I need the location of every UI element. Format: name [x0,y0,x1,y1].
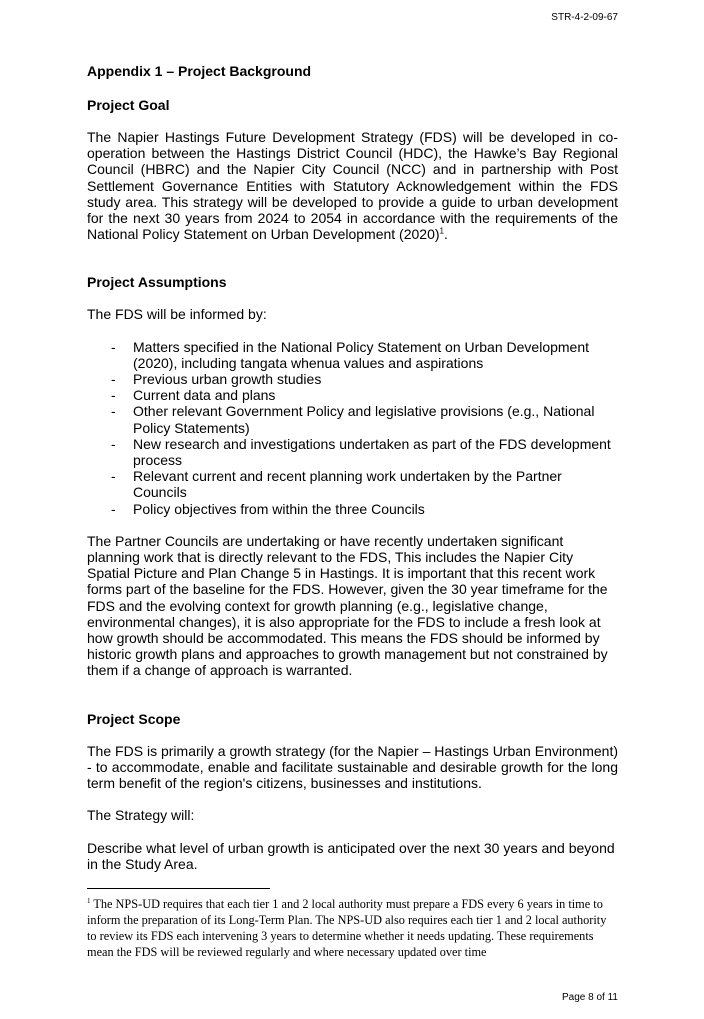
appendix-title: Appendix 1 – Project Background [87,63,312,79]
describe-growth-text: Describe what level of urban growth is anticipated over the next 30 years and beyond in the Study Area. [87,839,615,872]
list-item-text: New research and investigations undertaken as part of the FDS development process [133,435,611,469]
assumptions-list [87,339,618,517]
project-scope-heading: Project Scope [87,710,181,727]
list-item-text: Relevant current and recent planning work undertaken by the Partner Councils [133,468,562,501]
page-number: Page 8 of 11 [562,992,618,1003]
bullet-dash: - [111,403,116,420]
project-goal-text [87,129,618,242]
footnote-text: The NPS-UD requires that each tier 1 and 2 local authority must prepare a FDS every 6 years in time to inform the preparation of its Long-Term Plan. The NPS-UD also requires each tier 1 and 2 local authority to review its FDS each intervening 3 years to determine whether it needs updating. These requirements mean the FDS will be reviewed regularly and where necessary updated over time [87,897,607,959]
list-item [87,436,618,468]
list-item [87,371,618,387]
scope-paragraph: The FDS is primarily a growth strategy (for the Napier – Hastings Urban Environment) - to accommodate, enable and facilitate sustainable and desirable growth for the long term benefit of the region's citizens, businesses and institutions. [87,742,618,792]
project-assumptions-heading: Project Assumptions [87,274,227,291]
list-item [87,501,618,517]
footnote [87,896,618,960]
list-item [87,339,618,371]
footnote-reference: 1 [439,226,444,236]
footnote-divider [87,888,270,889]
project-goal-heading: Project Goal [87,97,170,113]
strategy-will-text: The Strategy will: [87,807,195,824]
project-goal-end: . [443,226,448,243]
list-item [87,468,618,500]
project-goal-body: The Napier Hastings Future Development Strategy (FDS) will be developed in co-operation between the Hastings District Council (HDC), the Hawke’s Bay Regional Council (HBRC) and the Napier City Council (NCC) and in partnership with Post Settlement Governance Entities with Statutory Acknowledgement within the FDS study area. This strategy will be developed to provide a guide to urban development for the next 30 years from 2024 to 2054 in accordance with the requirements of the National Policy Statement on Urban Development (2020) [87,129,618,243]
assumptions-paragraph: The Partner Councils are undertaking or have recently undertaken significant planning work that is directly relevant to the FDS, This includes the Napier City Spatial Picture and Plan Change 5 in Hastings. It is important that this recent work forms part of the baseline for the FDS. However, given the 30 year timeframe for the FDS and the evolving context for growth planning (e.g., legislative change, environmental changes), it is also appropriate for the FDS to include a fresh look at how growth should be accommodated. This means the FDS should be informed by historic growth plans and approaches to growth management but not constrained by them if a change of approach is warranted. [87,532,608,679]
list-item-text: Matters specified in the National Policy Statement on Urban Development (2020), including tangata whenua values and aspirations [133,338,590,371]
list-item-text: Current data and plans [133,387,276,404]
page-content [87,62,618,872]
footnote-number: 1 [87,896,91,905]
bullet-dash: - [111,387,116,404]
list-item-text: Previous urban growth studies [133,371,322,388]
bullet-dash: - [111,500,116,517]
list-item-text: Policy objectives from within the three Councils [133,500,425,517]
bullet-dash: - [111,435,116,452]
assumptions-intro: The FDS will be informed by: [87,306,267,323]
list-item [87,403,618,435]
bullet-dash: - [111,371,116,388]
document-reference: STR-4-2-09-67 [551,12,618,23]
bullet-dash: - [111,468,116,485]
bullet-dash: - [111,338,116,355]
list-item-text: Other relevant Government Policy and legislative provisions (e.g., National Policy Statements) [133,403,595,436]
list-item [87,387,618,403]
